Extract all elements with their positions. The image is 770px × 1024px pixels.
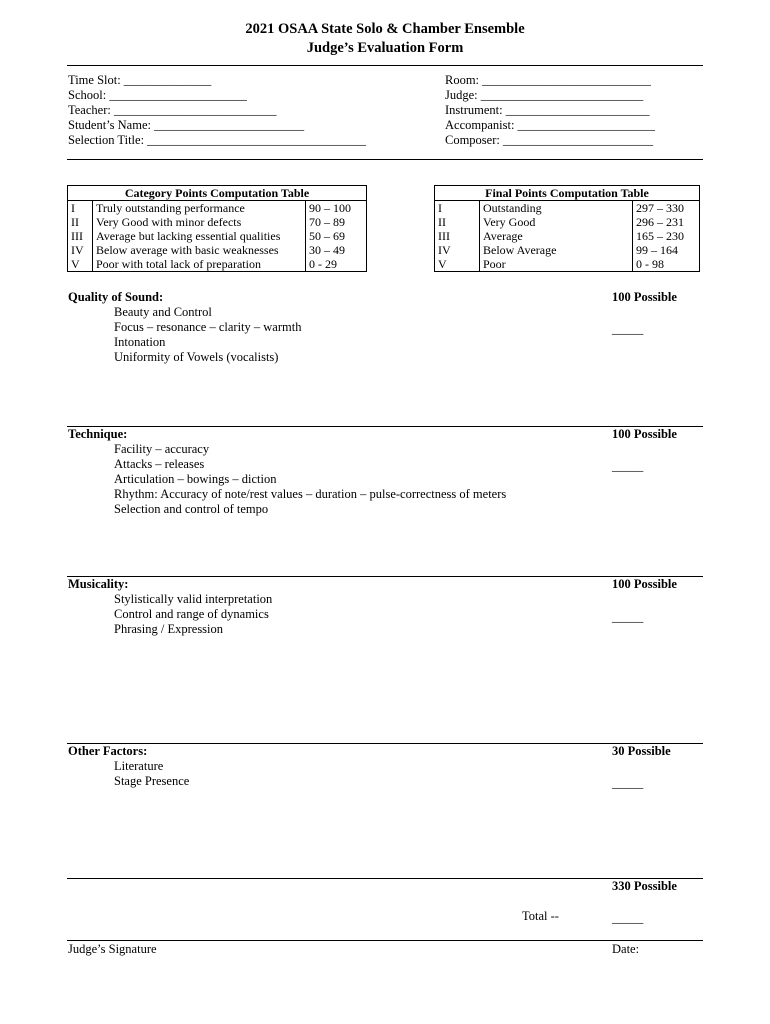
divider-top <box>67 65 703 66</box>
score-blank[interactable]: _____ <box>612 610 644 624</box>
criteria-item: Articulation – bowings – diction <box>114 472 277 486</box>
category-table-title: Category Points Computation Table <box>68 186 367 201</box>
criteria-item: Stage Presence <box>114 774 190 788</box>
description-cell: Average <box>480 229 633 243</box>
selection-title-field[interactable]: Selection Title: ___________________________________ <box>68 133 366 147</box>
total-possible-label: 330 Possible <box>612 879 677 893</box>
divider-signature <box>67 940 703 941</box>
section-heading: Quality of Sound: <box>68 290 164 304</box>
criteria-item: Rhythm: Accuracy of note/rest values – duration – pulse-correctness of meters <box>114 487 507 501</box>
description-cell: Below average with basic weaknesses <box>93 243 306 257</box>
score-blank[interactable]: _____ <box>612 776 644 790</box>
instrument-field[interactable]: Instrument: _______________________ <box>445 103 650 117</box>
range-cell: 50 – 69 <box>306 229 367 243</box>
level-cell: II <box>68 215 93 229</box>
level-cell: IV <box>68 243 93 257</box>
range-cell: 90 – 100 <box>306 201 367 216</box>
table-row <box>68 257 367 272</box>
range-cell: 165 – 230 <box>633 229 700 243</box>
section-heading: Other Factors: <box>68 744 148 758</box>
criteria-item: Literature <box>114 759 164 773</box>
form-title-line-2: Judge’s Evaluation Form <box>306 40 464 56</box>
table-row <box>68 201 367 216</box>
criteria-item: Beauty and Control <box>114 305 212 319</box>
table-row <box>68 229 367 243</box>
school-field[interactable]: School: ______________________ <box>68 88 247 102</box>
table-row <box>435 243 700 257</box>
criteria-item: Intonation <box>114 335 166 349</box>
range-cell: 0 - 98 <box>633 257 700 272</box>
description-cell: Very Good with minor defects <box>93 215 306 229</box>
description-cell: Very Good <box>480 215 633 229</box>
range-cell: 70 – 89 <box>306 215 367 229</box>
judge-field[interactable]: Judge: __________________________ <box>445 88 644 102</box>
criteria-item: Phrasing / Expression <box>114 622 224 636</box>
section-heading: Technique: <box>68 427 128 441</box>
range-cell: 30 – 49 <box>306 243 367 257</box>
table-row <box>435 257 700 272</box>
level-cell: V <box>435 257 480 272</box>
divider-total <box>67 878 703 879</box>
criteria-item: Stylistically valid interpretation <box>114 592 273 606</box>
table-row <box>435 215 700 229</box>
possible-points-label: 100 Possible <box>612 290 677 304</box>
criteria-item: Uniformity of Vowels (vocalists) <box>114 350 279 364</box>
possible-points-label: 100 Possible <box>612 577 677 591</box>
range-cell: 99 – 164 <box>633 243 700 257</box>
level-cell: III <box>68 229 93 243</box>
date-label[interactable]: Date: <box>612 942 640 956</box>
divider-technique <box>67 426 703 427</box>
table-row <box>435 201 700 216</box>
final-points-table <box>434 185 700 272</box>
description-cell: Truly outstanding performance <box>93 201 306 216</box>
score-blank[interactable]: _____ <box>612 322 644 336</box>
table-row <box>435 229 700 243</box>
divider-musicality <box>67 576 703 577</box>
criteria-item: Facility – accuracy <box>114 442 210 456</box>
description-cell: Poor with total lack of preparation <box>93 257 306 272</box>
section-heading: Musicality: <box>68 577 129 591</box>
form-title-line-1: 2021 OSAA State Solo & Chamber Ensemble <box>245 21 525 37</box>
final-table-title: Final Points Computation Table <box>435 186 700 201</box>
composer-field[interactable]: Composer: ________________________ <box>445 133 653 147</box>
category-points-table <box>67 185 367 272</box>
room-field[interactable]: Room: ___________________________ <box>445 73 651 87</box>
divider-header-bottom <box>67 159 703 160</box>
total-score-blank[interactable]: _____ <box>612 911 644 925</box>
table-row <box>68 243 367 257</box>
level-cell: I <box>435 201 480 216</box>
accompanist-field[interactable]: Accompanist: ______________________ <box>445 118 656 132</box>
description-cell: Poor <box>480 257 633 272</box>
possible-points-label: 100 Possible <box>612 427 677 441</box>
range-cell: 297 – 330 <box>633 201 700 216</box>
time-slot-field[interactable]: Time Slot: ______________ <box>68 73 212 87</box>
level-cell: II <box>435 215 480 229</box>
judge-signature-label[interactable]: Judge’s Signature <box>68 942 157 956</box>
description-cell: Average but lacking essential qualities <box>93 229 306 243</box>
level-cell: III <box>435 229 480 243</box>
range-cell: 0 - 29 <box>306 257 367 272</box>
level-cell: V <box>68 257 93 272</box>
description-cell: Below Average <box>480 243 633 257</box>
level-cell: IV <box>435 243 480 257</box>
table-row <box>68 215 367 229</box>
total-label: Total -- <box>522 909 559 923</box>
criteria-item: Attacks – releases <box>114 457 205 471</box>
score-blank[interactable]: _____ <box>612 459 644 473</box>
range-cell: 296 – 231 <box>633 215 700 229</box>
criteria-item: Control and range of dynamics <box>114 607 269 621</box>
criteria-item: Selection and control of tempo <box>114 502 269 516</box>
student-name-field[interactable]: Student’s Name: ________________________ <box>68 118 305 132</box>
teacher-field[interactable]: Teacher: __________________________ <box>68 103 277 117</box>
level-cell: I <box>68 201 93 216</box>
description-cell: Outstanding <box>480 201 633 216</box>
possible-points-label: 30 Possible <box>612 744 671 758</box>
divider-other-factors <box>67 743 703 744</box>
criteria-item: Focus – resonance – clarity – warmth <box>114 320 302 334</box>
